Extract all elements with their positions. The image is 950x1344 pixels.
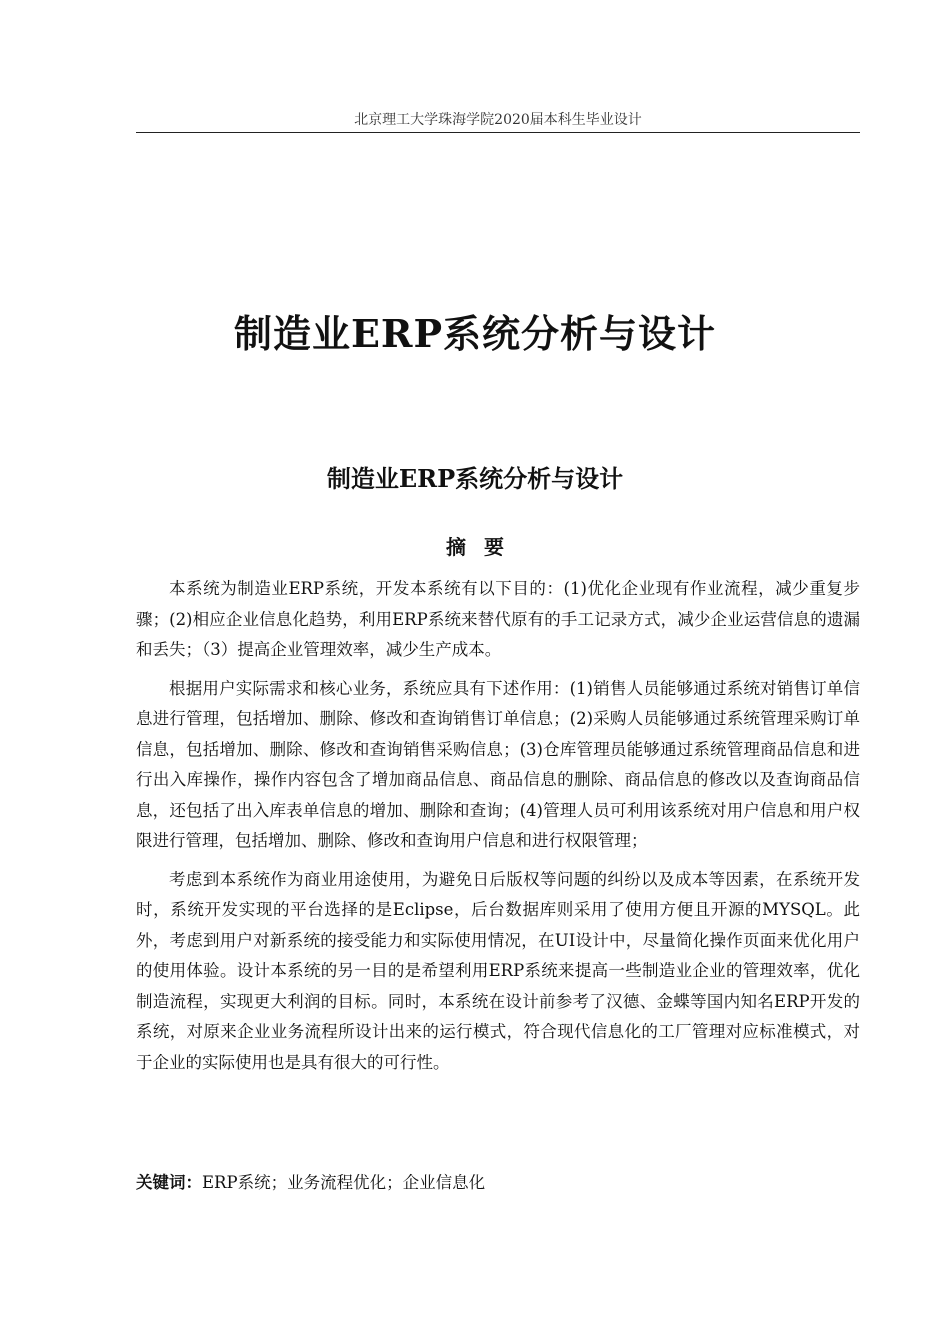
abstract-paragraph: 考虑到本系统作为商业用途使用，为避免日后版权等问题的纠纷以及成本等因素，在系统开发时，系统开发实现的平台选择的是Eclipse，后台数据库则采用了使用方便且开源的MYSQL。此外，考虑到用户对新系统的接受能力和实际使用情况，在UI设计中，尽量简化操作页面来优化用户的使用体验。设计本系统的另一目的是希望利用ERP系统来提高一些制造业企业的管理效率，优化制造流程，实现更大利润的目标。同时，本系统在设计前参考了汉德、金蝶等国内知名ERP开发的系统，对原来企业业务流程所设计出来的运行模式，符合现代信息化的工厂管理对应标准模式，对于企业的实际使用也是具有很大的可行性。 (136, 869, 860, 1072)
abstract-paragraph: 根据用户实际需求和核心业务，系统应具有下述作用：(1)销售人员能够通过系统对销售订单信息进行管理，包括增加、删除、修改和查询销售订单信息；(2)采购人员能够通过系统管理采购订单信息，包括增加、删除、修改和查询销售采购信息；(3)仓库管理员能够通过系统管理商品信息和进行出入库操作，操作内容包含了增加商品信息、商品信息的删除、商品信息的修改以及查询商品信息，还包括了出入库表单信息的增加、删除和查询；(4)管理人员可利用该系统对用户信息和用户权限进行管理，包括增加、删除、修改和查询用户信息和进行权限管理； (136, 678, 860, 850)
header-text: 北京理工大学珠海学院2020届本科生毕业设计 (354, 112, 642, 128)
sub-title: 制造业ERP系统分析与设计 (326, 464, 624, 493)
keywords-label: 关键词： (136, 1173, 202, 1192)
page-header (136, 110, 860, 133)
keywords-line (136, 1168, 860, 1198)
keywords-value: ERP系统；业务流程优化；企业信息化 (202, 1173, 486, 1192)
abstract-body (136, 574, 860, 1086)
abstract-paragraph: 本系统为制造业ERP系统，开发本系统有以下目的：(1)优化企业现有作业流程，减少重复步骤；(2)相应企业信息化趋势，利用ERP系统来替代原有的手工记录方式，减少企业运营信息的遗漏和丢失；（3）提高企业管理效率，减少生产成本。 (136, 579, 860, 659)
abstract-heading: 摘要 (446, 535, 522, 559)
main-title: 制造业ERP系统分析与设计 (233, 311, 717, 356)
